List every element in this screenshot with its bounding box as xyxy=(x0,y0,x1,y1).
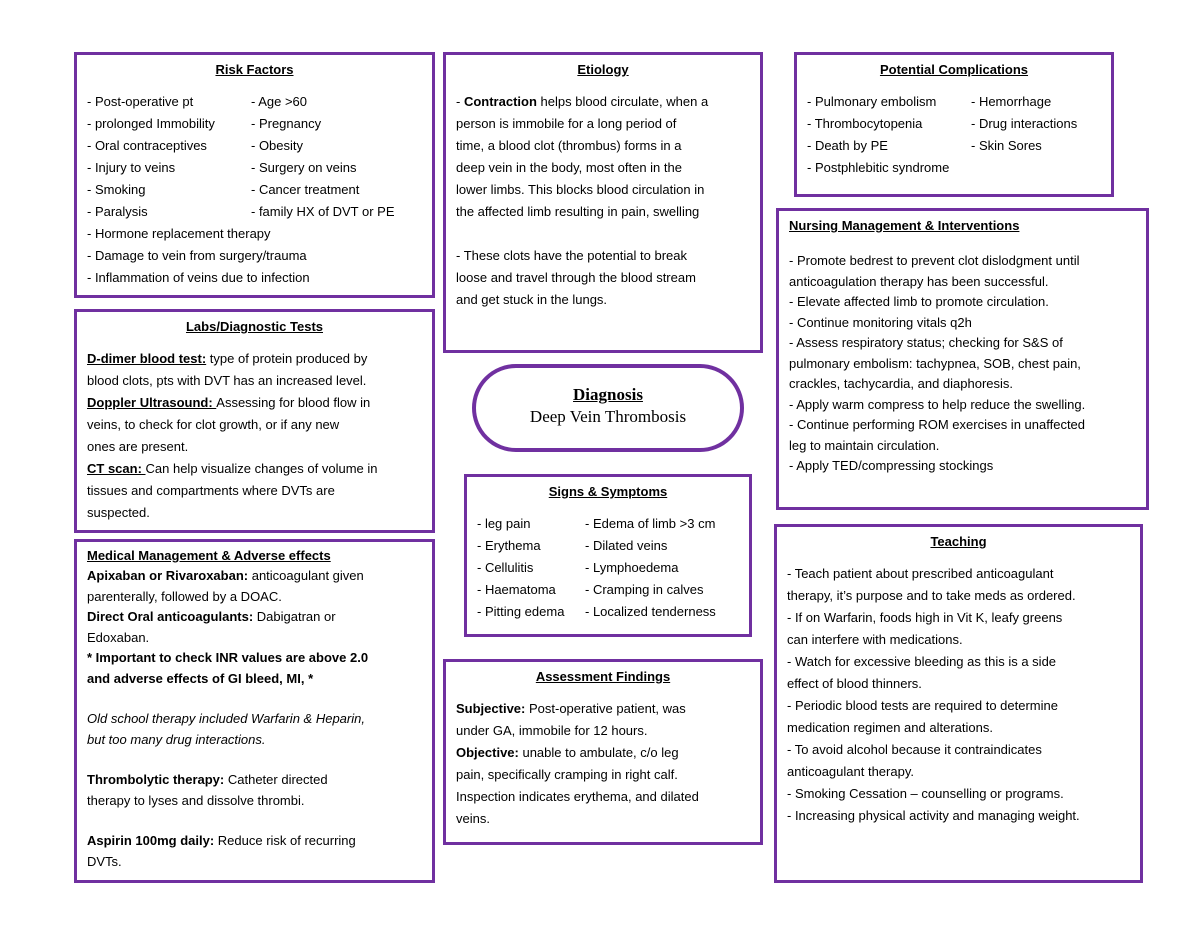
risk-factors-box xyxy=(74,52,435,298)
complications-title: Potential Complications xyxy=(879,62,1029,77)
diagnosis-name: Deep Vein Thrombosis xyxy=(529,407,687,426)
risk-item: - Inflammation of veins due to infection xyxy=(87,270,310,285)
sign-row: - leg pain - Edema of limb >3 cm xyxy=(477,516,716,531)
risk-item: - Damage to vein from surgery/trauma xyxy=(87,248,307,263)
nursing-title: Nursing Management & Interventions xyxy=(789,218,1020,233)
labs-title: Labs/Diagnostic Tests xyxy=(185,319,323,334)
contraction-term: Contraction xyxy=(463,94,537,109)
sign-row: - Erythema - Dilated veins xyxy=(477,538,668,553)
risk-row: - Paralysis - family HX of DVT or PE xyxy=(87,204,395,219)
risk-row: - Smoking - Cancer treatment xyxy=(87,182,360,197)
sign-row: - Haematoma - Cramping in calves xyxy=(477,582,704,597)
risk-factors-title: Risk Factors xyxy=(215,62,294,77)
labs-box: Labs/Diagnostic Tests D-dimer blood test: type of protein produced by blood clots, pts with DVT has an increased level. Doppler Ultrasound: Assessing for blood flow in veins, to check for clot growth, or if any new ones are present. CT scan: Can help visualize changes of volume in tissues and compartments where DVTs are suspected. xyxy=(74,309,435,533)
complication-row: - Thrombocytopenia - Drug interactions xyxy=(807,116,1078,131)
teaching-title: Teaching xyxy=(930,534,987,549)
medical-box: Medical Management & Adverse effects Apixaban or Rivaroxaban: anticoagulant given parenterally, followed by a DOAC. Direct Oral anticoagulants: Dabigatran or Edoxaban. * Important to check INR values are above 2.0 and adverse effects of GI bleed, MI, * Old school therapy included Warfarin & Heparin, but too many drug interactions. Thrombolytic therapy: Catheter directed therapy to lyses and dissolve thrombi. Aspirin 100mg daily: Reduce risk of recurring DVTs. xyxy=(74,539,435,883)
sign-row: - Pitting edema - Localized tenderness xyxy=(477,604,716,619)
medical-title: Medical Management & Adverse effects xyxy=(87,548,331,563)
etiology-box: Etiology - Contraction helps blood circulate, when a person is immobile for a long period of time, a blood clot (thrombus) forms in a deep vein in the body, most often in the lower limbs. This blocks blood circulation in the affected limb resulting in pain, swelling - These clots have the potential to break loose and travel through the blood stream and get stuck in the lungs. xyxy=(443,52,763,353)
assessment-title: Assessment Findings xyxy=(535,669,671,684)
complications-box xyxy=(794,52,1114,197)
teaching-box: Teaching - Teach patient about prescribed anticoagulant therapy, it’s purpose and to take meds as ordered. - If on Warfarin, foods high in Vit K, leafy greens can interfere with medications. - Watch for excessive bleeding as this is a side effect of blood thinners. - Periodic blood tests are required to determine medication regimen and alterations. - To avoid alcohol because it contraindicates anticoagulant therapy. - Smoking Cessation – counselling or programs. - Increasing physical activity and managing weight. xyxy=(774,524,1143,883)
assessment-box: Assessment Findings Subjective: Post-operative patient, was under GA, immobile for 12 hours. Objective: unable to ambulate, c/o leg pain, specifically cramping in right calf. Inspection indicates erythema, and dilated veins. xyxy=(443,659,763,845)
diagnosis-pill xyxy=(472,364,744,452)
signs-box xyxy=(464,474,752,637)
risk-row: - prolonged Immobility - Pregnancy xyxy=(87,116,322,131)
diagnosis-title: Diagnosis xyxy=(573,385,643,404)
signs-title: Signs & Symptoms xyxy=(548,484,668,499)
nursing-box: Nursing Management & Interventions - Promote bedrest to prevent clot dislodgment until anticoagulation therapy has been successful. - Elevate affected limb to promote circulation. - Continue monitoring vitals q2h - Assess respiratory status; checking for S&S of pulmonary embolism: tachypnea, SOB, chest pain, crackles, tachycardia, and diaphoresis. - Apply warm compress to help reduce the swelling. - Continue performing ROM exercises in unaffected leg to maintain circulation. - Apply TED/compressing stockings xyxy=(776,208,1149,510)
risk-row: - Post-operative pt - Age >60 xyxy=(87,94,308,109)
risk-row: - Injury to veins - Surgery on veins xyxy=(87,160,357,175)
complication-item: - Postphlebitic syndrome xyxy=(807,160,950,175)
sign-row: - Cellulitis - Lymphoedema xyxy=(477,560,679,575)
complication-row: - Death by PE - Skin Sores xyxy=(807,138,1042,153)
risk-row: - Oral contraceptives - Obesity xyxy=(87,138,304,153)
complication-row: - Pulmonary embolism - Hemorrhage xyxy=(807,94,1052,109)
etiology-title: Etiology xyxy=(577,62,629,77)
risk-item: - Hormone replacement therapy xyxy=(87,226,271,241)
